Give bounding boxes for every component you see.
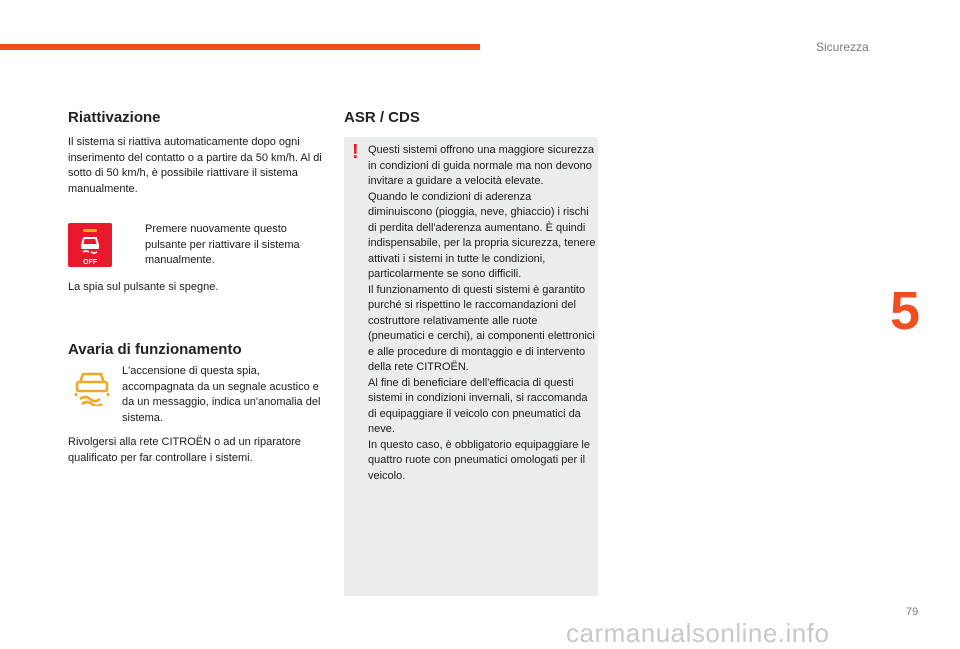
asr-note-text: Questi sistemi offrono una maggiore sicurezza in condizioni di guida normale ma non devono invitare a guidare a velocità elevate. Quando le condizioni di aderenza diminuiscono (pioggia, neve, ghiaccio) i rischi di perdita dell'aderenza aumentano. È quindi indispensabile, per la propria sicurezza, tenere attivati i sistemi in tutte le condizioni, particolarmente se sono difficili. Il funzionamento di questi sistemi è garantito purché si rispettino le raccomandazioni del costruttore relativamente alle ruote (pneumatici e cerchi), ai componenti elettronici e alle procedure di montaggio e di intervento della rete CITROËN. Al fine di beneficiare dell'efficacia di questi sistemi in condizioni invernali, si raccomanda di equipaggiare il veicolo con pneumatici da neve. In questo caso, è obbligatorio equipaggiare le quattro ruote con pneumatici omologati per il veicolo. bbox=[368, 144, 596, 482]
reactivation-instruction: Premere nuovamente questo pulsante per riattivare il sistema manualmente. bbox=[145, 223, 300, 266]
esp-off-button-icon bbox=[68, 223, 112, 267]
chapter-number: 5 bbox=[890, 281, 921, 341]
avaria-heading: Avaria di funzionamento bbox=[68, 341, 242, 358]
asr-cds-heading: ASR / CDS bbox=[344, 109, 420, 126]
riattivazione-text: Il sistema si riattiva automaticamente dopo ogni inserimento del contatto o a partire da 50 km/h. Al di sotto di 50 km/h, è possibile riattivare il sistema manualmente. bbox=[68, 136, 322, 195]
service-advice-text: Rivolgersi alla rete CITROËN o ad un riparatore qualificato per far controllare i sistemi. bbox=[68, 436, 301, 464]
exclamation-icon: ! bbox=[352, 141, 359, 163]
header-accent-bar bbox=[0, 44, 480, 50]
indicator-off-text: La spia sul pulsante si spegne. bbox=[68, 281, 219, 293]
riattivazione-heading: Riattivazione bbox=[68, 109, 161, 126]
off-label: OFF bbox=[83, 259, 97, 266]
watermark: carmanualsonline.info bbox=[566, 618, 830, 648]
esp-warning-light-icon bbox=[72, 366, 112, 406]
warning-light-text: L'accensione di questa spia, accompagnata da un segnale acustico e da un messaggio, indica un'anomalia del sistema. bbox=[122, 365, 321, 424]
page-number: 79 bbox=[906, 606, 919, 618]
section-title: Sicurezza bbox=[816, 40, 869, 54]
